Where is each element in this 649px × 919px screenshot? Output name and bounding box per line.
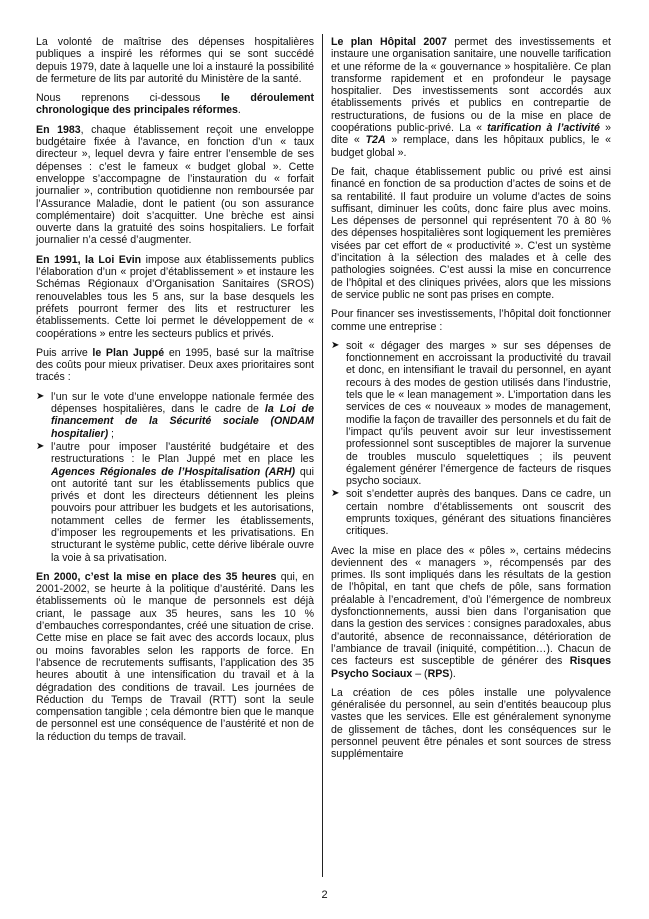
reform-2000: En 2000, c’est la mise en place des 35 heures qui, en 2001-2002, se heurte à la politique d’austérité. Dans les établissements où le manque de personnels est déjà criant, le passage aux 35 heures, sans les 10 % d’embauches correspondantes, créé une situation de crise. Cette mise en place se fait avec des accords locaux, plus ou moins favorables selon les rapports de force. En l’absence de recrutements suffisants, l’application des 35 heures aboutit à une intensification du travail et à la dégradation des conditions de travail. Les journées de Réduction du Temps de Travail (RTT) sont la seule compensation tangible ; cela démontre bien que le manque de personnel est une conséquence de l’austérité et non de la réduction du temps de travail. [36, 570, 314, 743]
chronology-intro: Nous reprenons ci-dessous le déroulement chronologique des principales réformes. [36, 92, 314, 117]
list-item: ➤ l’autre pour imposer l’austérité budgétaire et des restructurations : le Plan Juppé met en place les Agences Régionales de l’Hospitalisation (ARH) qui ont autorité tant sur les établissements publics que privés et dont les directeurs détiennent les pleins pouvoirs pour attribuer les budgets et les autorisations, notamment celles de fermer les établissements, d’imposer les regroupements et les privatisations. En structurant le système public, cette dérive libérale ouvre la voie à sa privatisation. [36, 440, 314, 564]
arrow-bullet-icon: ➤ [331, 339, 340, 351]
plan-juppe-axes [36, 391, 314, 564]
arrow-bullet-icon: ➤ [331, 488, 340, 500]
page-number: 2 [321, 889, 328, 901]
investment-intro: Pour financer ses investissements, l’hôpital doit fonctionner comme une entreprise : [331, 308, 611, 333]
list-item: ➤ l’un sur le vote d’une enveloppe nationale fermée des dépenses hospitalières, dans le cadre de la Loi de financement de la Sécurité sociale (ONDAM hospitalier) ; [36, 390, 314, 440]
list-item: ➤ soit s’endetter auprès des banques. Dans ce cadre, un certain nombre d’établissements ont souscrit des emprunts toxiques, générant des situations financières critiques. [331, 488, 611, 538]
left-column [36, 36, 314, 750]
plan-hopital-2007: Le plan Hôpital 2007 permet des investissements et instaure une organisation sanitaire, une nouvelle tarification et une réforme de la « gouvernance » hospitalière. Ce plan transforme rapidement et en profondeur le paysage hospitalier. Des investissements sont accordés aux établissements privés et publics en contrepartie de restructurations, de fusions ou de la mise en place de coopérations public-privé. La « tarification à l’activité » dite « T2A » remplace, dans les hôpitaux publics, le « budget global ». [331, 36, 612, 159]
arrow-bullet-icon: ➤ [36, 440, 45, 452]
investment-options [331, 340, 611, 538]
plan-juppe-intro: Puis arrive le Plan Juppé en 1995, basé sur la maîtrise des coûts pour mieux privatiser. Deux axes prioritaires sont tracés : [36, 346, 315, 384]
intro-paragraph: La volonté de maîtrise des dépenses hospitalières publiques a inspiré les réformes qui se sont succédé depuis 1979, date à laquelle une loi a instauré la possibilité de fermeture de lits par autorité du Ministère de la santé. [36, 36, 314, 85]
polyvalence-paragraph: La création de ces pôles installe une polyvalence généralisée du personnel, au sein d’entités beaucoup plus vastes que les services. Elle est généralement synonyme de glissement de tâches, dont les conséquences sur le personnel peuvent être pénales et sont sources de stress supplémentaire [331, 686, 611, 761]
column-divider [322, 34, 323, 877]
list-item: ➤ soit « dégager des marges » sur ses dépenses de fonctionnement en accroissant la productivité du travail et donc, en intensifiant le travail du personnel, en ayant recours à des modes de gestion utilisés dans l’industrie, tels que le « lean management ». L’importation dans les services de ces « nouveaux » modes de management, modifie la façon de travailler des personnels et du fait de l’impact qu’ils peuvent avoir sur leur investissement professionnel sont susceptibles de majorer la survenue de troubles musculo squelettiques ; ils peuvent également générer l’émergence de facteurs de risques psycho sociaux. [331, 339, 611, 488]
reform-1991: En 1991, la Loi Evin impose aux établissements publics l’élaboration d’un « projet d’établissement » et instaure les Schémas Régionaux d’Organisation Sanitaires (SROS) renouvelables tous les 5 ans, sur la base desquels les préfets pourront fermer des lits et restructurer les établissements. Cette loi permet le développement de « coopérations » entre les secteurs publics et privés. [36, 253, 314, 340]
financing-paragraph: De fait, chaque établissement public ou privé est ainsi financé en fonction de sa production d’actes de soins et de sa rentabilité. Il faut produire un volume d’actes de soins suffisant, diminuer les coûts, donc faire plus avec moins. Les dépenses de personnel qui représentent 70 à 80 % des dépenses hospitalières sont logiquement les premières visées par cet effort de « productivité ». C’est un système d’incitation à la sélection des malades et à celle des pathologies soignées. C’est aussi la mise en concurrence de l’hôpital et des cliniques privées, alors que les missions de service public ne sont pas prises en compte. [331, 165, 611, 301]
reform-1983: En 1983, chaque établissement reçoit une enveloppe budgétaire fixée à l’avance, en fonction d’un « taux directeur », lequel devra y faire entrer l’ensemble de ses dépenses : c’est le fameux « budget global ». Cette enveloppe s’accompagne de l’instauration du « forfait journalier », contribution quotidienne non remboursée par l’Assurance Maladie, dont le patient (ou son assurance complémentaire) doit s’acquitter. Une brèche est ainsi ouverte dans la gratuité des soins hospitaliers. Le forfait journalier n’a cessé d’augmenter. [36, 123, 314, 247]
right-column [331, 36, 611, 768]
poles-paragraph: Avec la mise en place des « pôles », certains médecins deviennent des « managers », récompensés par des primes. Ils sont impliqués dans les résultats de la gestion de l’hôpital, en tant que chefs de pôle, sans formation préalable à l’encadrement, d’où l’émergence de nombreux dysfonctionnements, aussi bien dans l’organisation que dans la gestion des services : consignes paradoxales, abus d’autorité, absence de reconnaissance, détérioration de l’ambiance de travail (iniquité, compétition…). Chacun de ces facteurs est susceptible de générer des Risques Psycho Sociaux – (RPS). [331, 544, 611, 680]
arrow-bullet-icon: ➤ [36, 390, 45, 402]
